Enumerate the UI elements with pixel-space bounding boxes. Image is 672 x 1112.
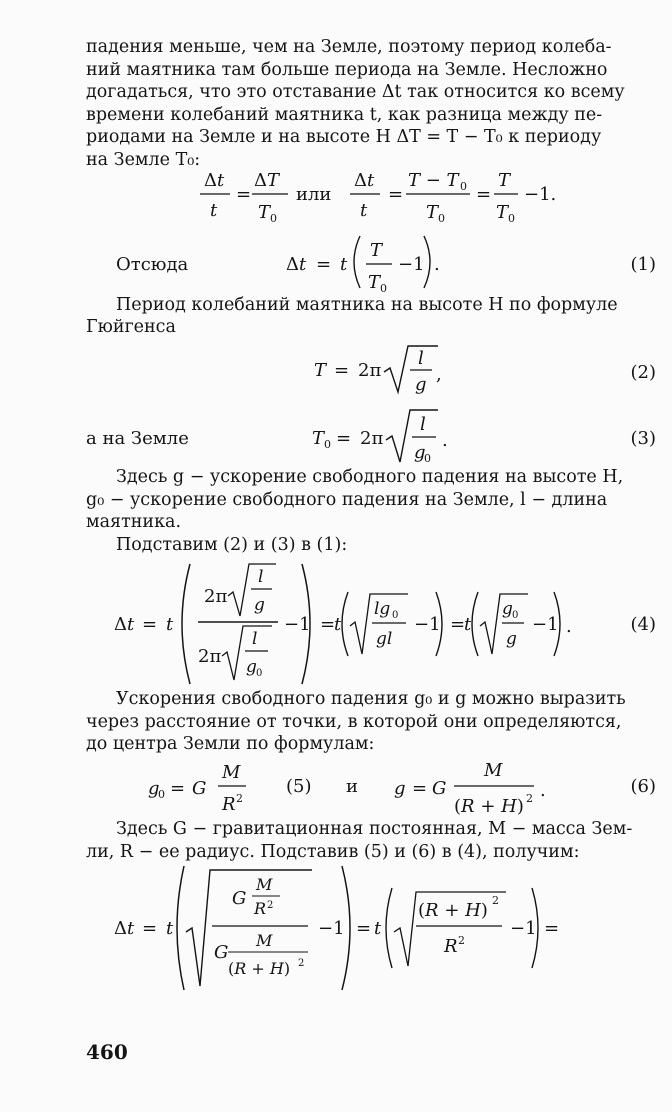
svg-text:−1: −1 (510, 918, 537, 939)
paragraph-accelerations (86, 688, 658, 756)
svg-text:R: R (444, 936, 458, 957)
svg-text:=: = (412, 778, 428, 799)
svg-text:T − T: T − T (408, 170, 459, 191)
svg-text:ΔT: ΔT (254, 170, 280, 191)
svg-text:t: t (374, 918, 382, 939)
svg-text:Δt: Δt (204, 170, 225, 191)
text-line: через расстояние от точки, в которой они определяются, (86, 711, 622, 732)
svg-text:2: 2 (458, 934, 465, 947)
text-line: падения меньше, чем на Земле, поэтому период колеба- (86, 37, 612, 57)
svg-text:t: t (166, 918, 174, 939)
svg-text:l: l (258, 567, 264, 587)
svg-text:0: 0 (158, 788, 165, 801)
svg-text:gl: gl (376, 629, 393, 649)
equation-number-6: (6) (630, 776, 656, 797)
svg-text:0: 0 (270, 212, 277, 225)
equation-3 (308, 404, 458, 468)
equation-number-4: (4) (630, 614, 656, 635)
svg-text:2: 2 (267, 900, 274, 911)
svg-text:g: g (246, 657, 257, 677)
svg-text:2: 2 (492, 894, 499, 907)
svg-text:−1: −1 (532, 614, 559, 635)
svg-text:=: = (334, 360, 350, 381)
text-line: Здесь G − гравитационная постоянная, M − масса Зем- (116, 819, 633, 839)
svg-text:=: = (388, 184, 404, 205)
text-line: маятника. (86, 512, 182, 532)
svg-text:g: g (394, 778, 406, 799)
svg-text:l: l (252, 629, 258, 649)
text-line: на Земле T₀: (86, 149, 201, 170)
svg-text:2: 2 (298, 958, 305, 969)
svg-text:G: G (232, 888, 247, 909)
text-line: риодами на Земле и на высоте H ΔT = T − T₀ к периоду (86, 127, 602, 147)
paragraph-intro (86, 36, 658, 171)
svg-text:R: R (254, 899, 267, 918)
svg-text:=: = (142, 614, 158, 635)
svg-text:=: = (336, 428, 352, 449)
svg-text:T: T (258, 202, 271, 223)
svg-text:2π: 2π (198, 646, 222, 667)
equation-number-3: (3) (630, 428, 656, 449)
svg-text:M: M (484, 760, 503, 781)
svg-text:l: l (418, 348, 424, 369)
svg-text:T: T (498, 170, 511, 191)
svg-text:T: T (312, 428, 325, 449)
svg-text:Δt: Δt (354, 170, 375, 191)
paragraph-definitions (86, 466, 658, 534)
svg-text:(R + H): (R + H) (454, 796, 524, 817)
svg-text:−1.: −1. (524, 184, 557, 205)
svg-text:R: R (222, 794, 236, 815)
svg-text:.: . (434, 254, 440, 275)
equation-4 (112, 560, 592, 688)
svg-text:=: = (236, 184, 252, 205)
svg-text:0: 0 (380, 282, 387, 294)
svg-text:2: 2 (236, 792, 243, 805)
text-line: времени колебаний маятника t, как разница между пе- (86, 104, 603, 125)
svg-text:=: = (170, 778, 186, 799)
equation-number-5: (5) (286, 776, 312, 797)
svg-text:2π: 2π (358, 360, 382, 381)
svg-text:l: l (420, 414, 426, 435)
text-line: догадаться, что это отставание Δt так относится ко всему (86, 82, 625, 102)
svg-text:−1: −1 (398, 254, 425, 275)
svg-text:=: = (450, 614, 466, 635)
page-number: 460 (86, 1040, 128, 1064)
word-ili: или (296, 184, 332, 205)
svg-text:T: T (496, 202, 509, 223)
svg-text:−1: −1 (414, 614, 441, 635)
svg-text:2π: 2π (360, 428, 384, 449)
svg-text:G: G (214, 942, 229, 963)
svg-text:M: M (256, 875, 273, 894)
svg-text:2: 2 (526, 792, 533, 805)
svg-text:Δt: Δt (286, 254, 307, 275)
svg-text:T: T (370, 240, 383, 261)
label-otsyuda: Отсюда (116, 254, 189, 275)
svg-text:g: g (414, 442, 426, 463)
paragraph-huygens (86, 294, 658, 317)
svg-text:0: 0 (424, 452, 431, 465)
text-line: Период колебаний маятника на высоте H по формуле (116, 295, 618, 315)
svg-text:0: 0 (460, 180, 467, 193)
equation-1 (284, 230, 454, 294)
svg-text:g: g (254, 595, 265, 615)
svg-text:(R + H): (R + H) (418, 900, 488, 921)
svg-text:0: 0 (512, 610, 519, 621)
label-na-zemle: а на Земле (86, 428, 189, 449)
paragraph-substitute (86, 534, 658, 557)
svg-text:M: M (222, 762, 241, 783)
svg-text:=: = (356, 918, 372, 939)
svg-text:t: t (166, 614, 174, 635)
svg-text:=: = (544, 918, 560, 939)
svg-text:0: 0 (324, 438, 331, 451)
svg-text:0: 0 (438, 212, 445, 225)
svg-text:T: T (368, 272, 381, 293)
paragraph-huygens-cont (86, 316, 658, 339)
svg-text:.: . (566, 616, 572, 637)
svg-text:0: 0 (256, 668, 263, 679)
svg-text:T: T (314, 360, 327, 381)
svg-text:t: t (334, 614, 342, 635)
svg-text:−1: −1 (318, 918, 345, 939)
svg-text:.: . (540, 780, 546, 801)
svg-text:g: g (415, 374, 427, 395)
text-line: ли, R − ее радиус. Подставив (5) и (6) в (4), получим: (86, 841, 580, 862)
equation-number-1: (1) (630, 254, 656, 275)
equation-number-2: (2) (630, 362, 656, 383)
svg-text:=: = (142, 918, 158, 939)
svg-text:=: = (316, 254, 332, 275)
svg-text:M: M (256, 931, 273, 950)
paragraph-gravity-constant (86, 818, 658, 863)
svg-text:(R + H): (R + H) (228, 959, 291, 978)
svg-text:,: , (436, 364, 442, 385)
svg-text:0: 0 (508, 212, 515, 225)
text-line: до центра Земли по формулам: (86, 734, 375, 754)
equation-final (112, 862, 572, 992)
svg-text:0: 0 (392, 610, 399, 621)
svg-text:t: t (464, 614, 472, 635)
text-line: Подставим (2) и (3) в (1): (116, 535, 348, 555)
svg-text:G: G (192, 778, 207, 799)
svg-text:g: g (502, 599, 513, 619)
svg-text:g: g (148, 778, 160, 799)
text-line: ний маятника там больше периода на Земле. Несложно (86, 59, 608, 80)
text-line: g₀ − ускорение свободного падения на Земле, l − длина (86, 489, 608, 510)
svg-text:G: G (432, 778, 447, 799)
svg-text:=: = (476, 184, 492, 205)
text-line: Ускорения свободного падения g₀ и g можно выразить (116, 689, 626, 709)
equation-2 (312, 342, 452, 400)
svg-text:.: . (442, 430, 448, 451)
svg-text:lg: lg (374, 599, 391, 619)
svg-text:T: T (426, 202, 439, 223)
text-line: Гюйгенса (86, 317, 176, 337)
equation-ratio (190, 166, 570, 228)
svg-text:g: g (506, 629, 517, 649)
svg-text:t: t (340, 254, 348, 275)
equation-5 (146, 758, 256, 818)
svg-text:Δt: Δt (114, 614, 135, 635)
equation-6 (392, 756, 562, 820)
svg-text:2π: 2π (204, 586, 228, 607)
svg-text:t: t (360, 200, 368, 221)
svg-text:−1: −1 (284, 614, 311, 635)
text-line: Здесь g − ускорение свободного падения на высоте H, (116, 467, 624, 487)
word-i: и (346, 776, 358, 797)
svg-text:t: t (210, 200, 218, 221)
svg-text:=: = (320, 614, 336, 635)
svg-text:Δt: Δt (114, 918, 135, 939)
